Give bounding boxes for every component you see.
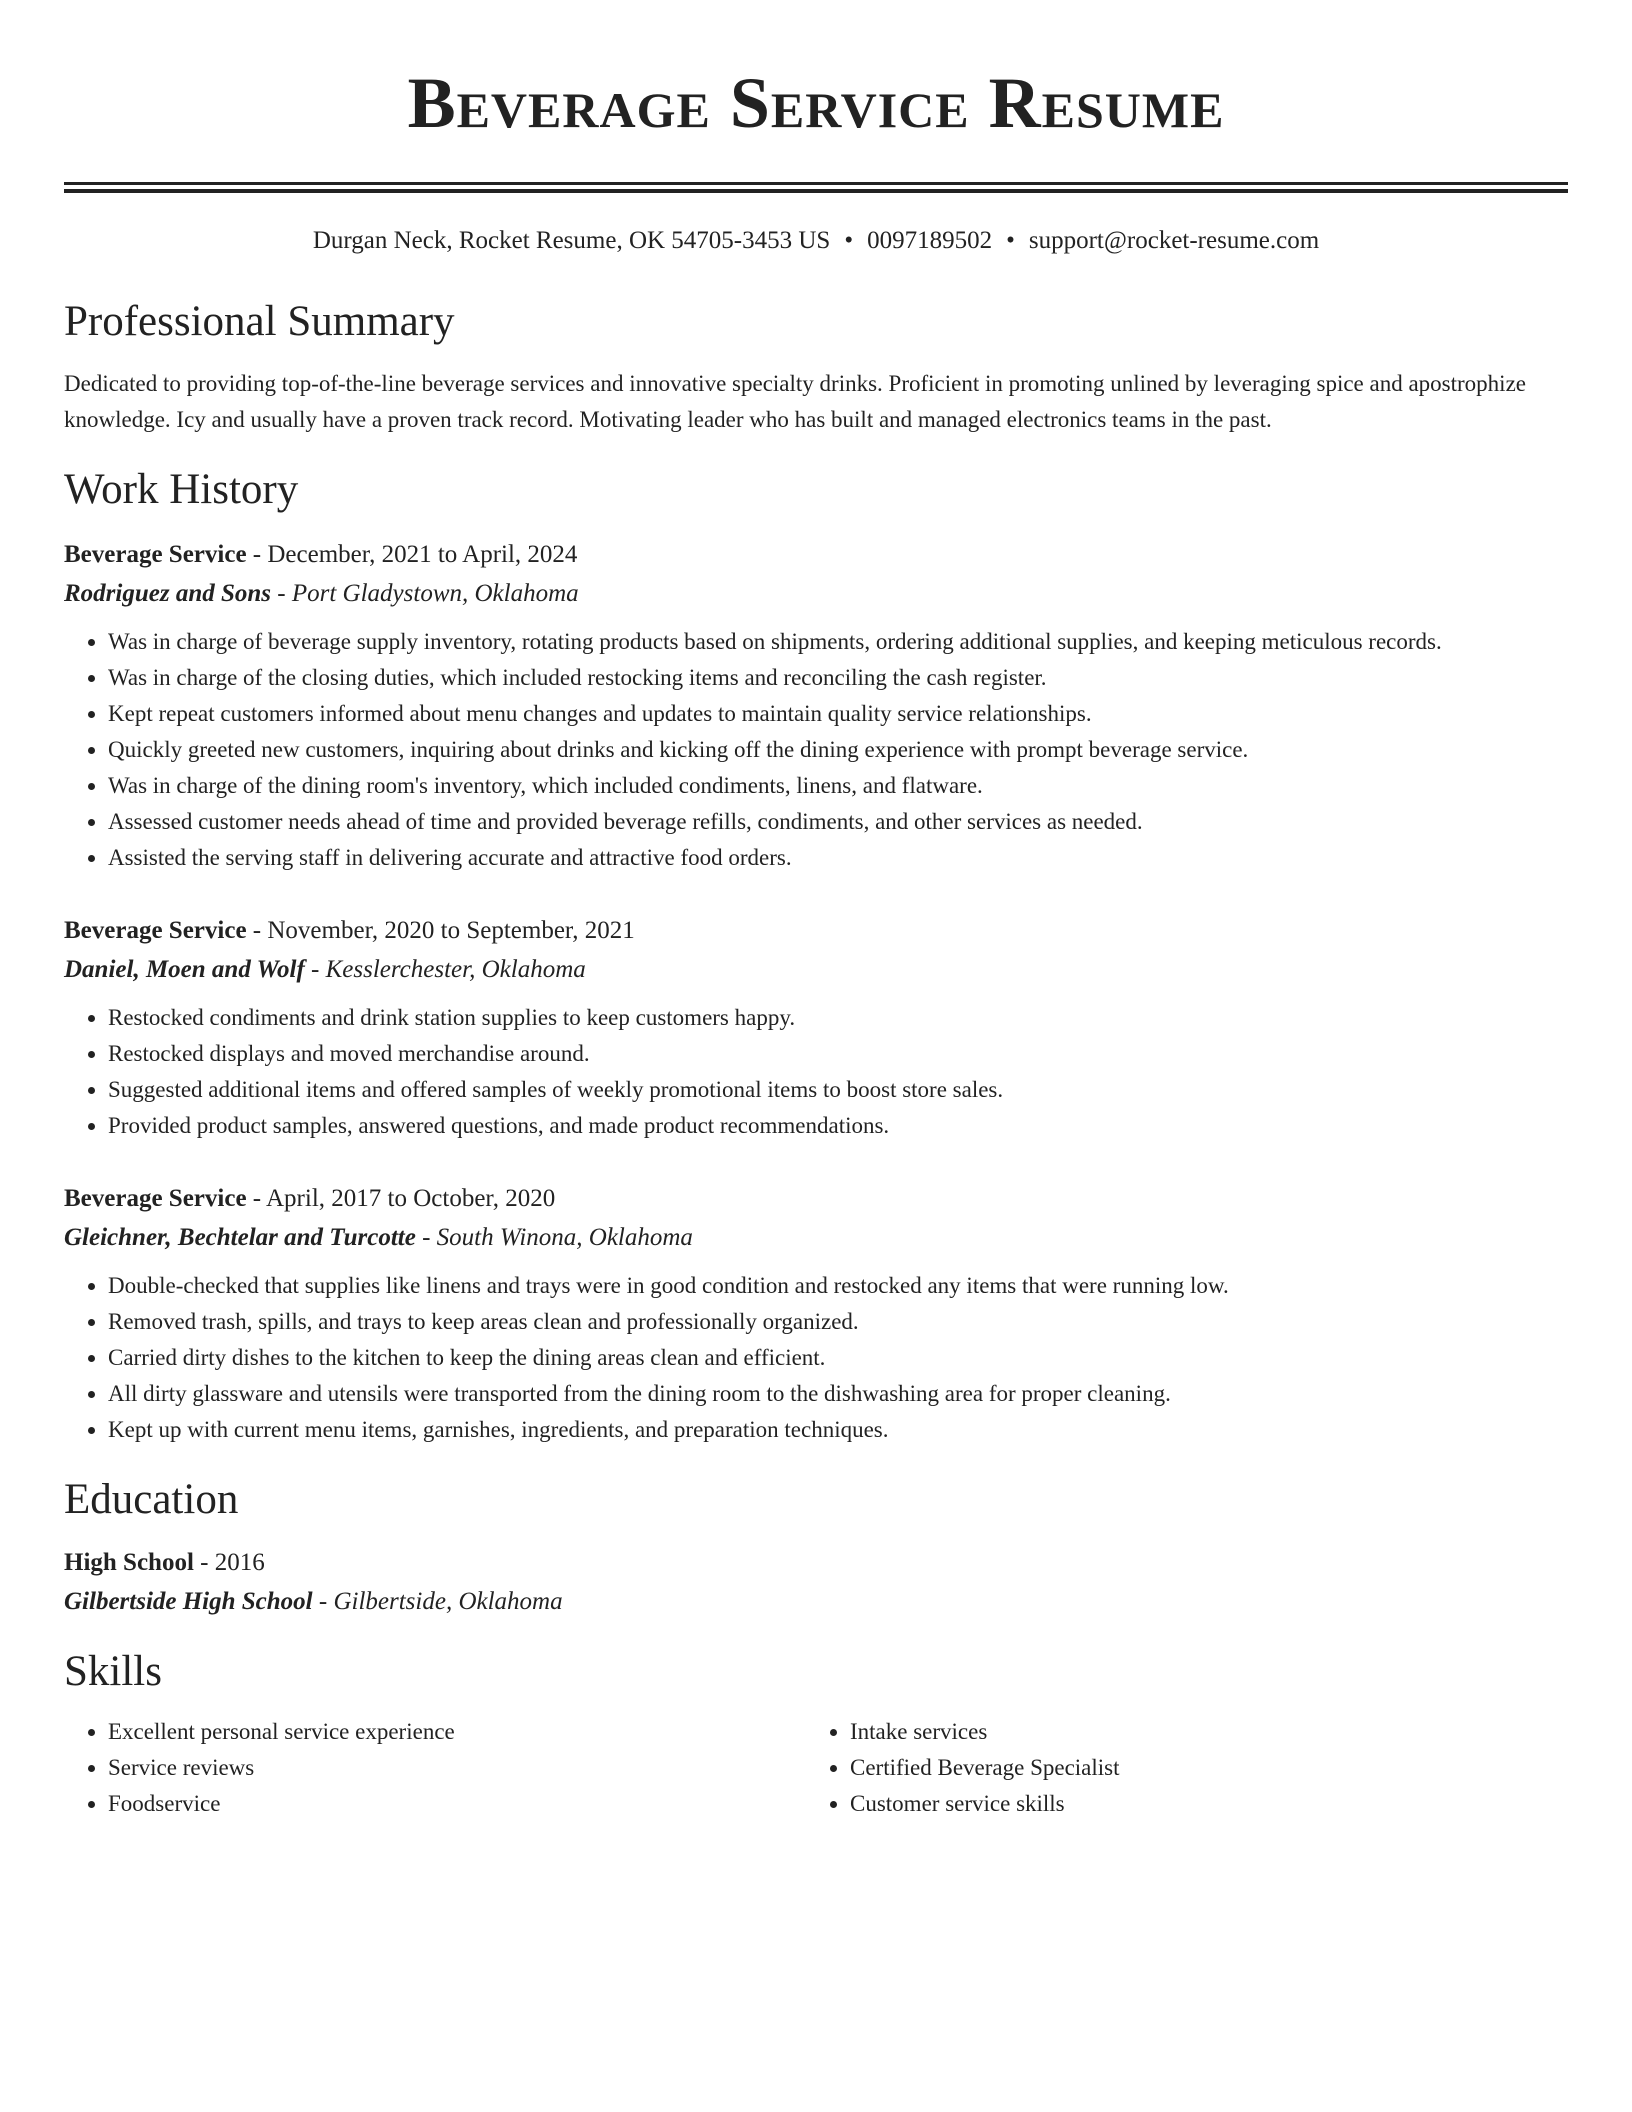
list-item: • Was in charge of the dining room's inventory, which included condiments, linens, and flatware. (108, 768, 1568, 804)
title-divider (64, 182, 1568, 193)
education-location: Gilbertside, Oklahoma (333, 1588, 563, 1615)
skills-list (806, 1714, 1548, 1822)
skills-column-right (806, 1714, 1548, 1822)
job-company: Gleichner, Bechtelar and Turcotte (64, 1224, 416, 1251)
list-item: • Removed trash, spills, and trays to keep areas clean and professionally organized. (108, 1304, 1568, 1340)
contact-separator: • (1006, 227, 1015, 254)
education-dash: - (193, 1549, 215, 1576)
list-item: • Service reviews (108, 1750, 806, 1786)
job-location: Kesslerchester, Oklahoma (325, 956, 586, 983)
list-item: • Foodservice (108, 1786, 806, 1822)
list-item: • Excellent personal service experience (108, 1714, 806, 1750)
contact-email: support@rocket-resume.com (1028, 227, 1320, 254)
job-bullet-list (64, 1000, 1568, 1144)
job-dates: November, 2020 to September, 2021 (267, 917, 635, 944)
list-item: • Double-checked that supplies like linens and trays were in good condition and restocked any items that were running low. (108, 1268, 1568, 1304)
contact-separator: • (844, 227, 854, 254)
job-dates: April, 2017 to October, 2020 (266, 1185, 556, 1212)
education-degree-line (64, 1544, 1568, 1582)
job-dash: - (246, 1185, 266, 1212)
job-dash: - (246, 917, 268, 944)
education-entry (64, 1544, 1568, 1622)
job-dash: - (271, 580, 292, 607)
skills-grid (64, 1714, 1568, 1822)
job-role: Beverage Service (64, 541, 247, 568)
job-bullet-list (64, 624, 1568, 876)
summary-heading: Professional Summary (64, 298, 455, 345)
list-item: • Carried dirty dishes to the kitchen to keep the dining areas clean and efficient. (108, 1340, 1568, 1376)
education-dash: - (312, 1588, 334, 1615)
list-item: • Restocked condiments and drink station supplies to keep customers happy. (108, 1000, 1568, 1036)
job-location: Port Gladystown, Oklahoma (291, 580, 579, 607)
list-item: • Was in charge of the closing duties, which included restocking items and reconciling the cash register. (108, 660, 1568, 696)
education-degree: High School (64, 1549, 194, 1576)
summary-text: Dedicated to providing top-of-the-line beverage services and innovative specialty drinks. Proficient in promoting unlined by leveraging spice and apostrophize knowledge. Icy and usually have a proven track record. Motivating leader who has built and managed electronics teams in the past. (64, 371, 1526, 432)
job-title-line (64, 912, 1568, 950)
list-item: • Was in charge of beverage supply inventory, rotating products based on shipments, ordering additional supplies, and keeping meticulous records. (108, 624, 1568, 660)
education-school: Gilbertside High School (64, 1588, 313, 1615)
job-company-line (64, 574, 1568, 614)
job-entry (64, 1180, 1568, 1448)
job-title-line (64, 536, 1568, 574)
job-role: Beverage Service (64, 1185, 247, 1212)
skills-heading: Skills (64, 1648, 162, 1695)
list-item: • Customer service skills (850, 1786, 1548, 1822)
job-company-line (64, 950, 1568, 990)
list-item: • Quickly greeted new customers, inquiring about drinks and kicking off the dining experience with prompt beverage service. (108, 732, 1568, 768)
education-school-line (64, 1582, 1568, 1622)
list-item: • Assessed customer needs ahead of time and provided beverage refills, condiments, and other services as needed. (108, 804, 1568, 840)
list-item: • Kept up with current menu items, garnishes, ingredients, and preparation techniques. (108, 1412, 1568, 1448)
list-item: • Assisted the serving staff in delivering accurate and attractive food orders. (108, 840, 1568, 876)
list-item: • Kept repeat customers informed about menu changes and updates to maintain quality service relationships. (108, 696, 1568, 732)
list-item: • Certified Beverage Specialist (850, 1750, 1548, 1786)
contact-address: Durgan Neck, Rocket Resume, OK 54705-3453 US (312, 227, 831, 254)
job-dash: - (246, 541, 268, 568)
job-bullet-list (64, 1268, 1568, 1448)
list-item: • Intake services (850, 1714, 1548, 1750)
job-company: Rodriguez and Sons (64, 580, 272, 607)
job-company-line (64, 1218, 1568, 1258)
work-history-heading: Work History (64, 466, 299, 513)
job-title-line (64, 1180, 1568, 1218)
skills-list (64, 1714, 806, 1822)
list-item: • Suggested additional items and offered samples of weekly promotional items to boost store sales. (108, 1072, 1568, 1108)
job-dash: - (304, 956, 326, 983)
job-role: Beverage Service (64, 917, 247, 944)
job-entry (64, 912, 1568, 1144)
list-item: • Restocked displays and moved merchandise around. (108, 1036, 1568, 1072)
page-title: Beverage Service Resume (407, 63, 1225, 143)
job-entry (64, 536, 1568, 876)
job-company: Daniel, Moen and Wolf (64, 956, 305, 983)
skills-column-left (64, 1714, 806, 1822)
education-heading: Education (64, 1476, 239, 1523)
contact-line (64, 224, 1568, 258)
job-location: South Winona, Oklahoma (436, 1224, 693, 1251)
education-year: 2016 (214, 1549, 265, 1576)
contact-phone: 0097189502 (867, 227, 993, 254)
list-item: • Provided product samples, answered questions, and made product recommendations. (108, 1108, 1568, 1144)
list-item: • All dirty glassware and utensils were transported from the dining room to the dishwashing area for proper cleaning. (108, 1376, 1568, 1412)
job-dates: December, 2021 to April, 2024 (267, 541, 578, 568)
job-dash: - (415, 1224, 437, 1251)
